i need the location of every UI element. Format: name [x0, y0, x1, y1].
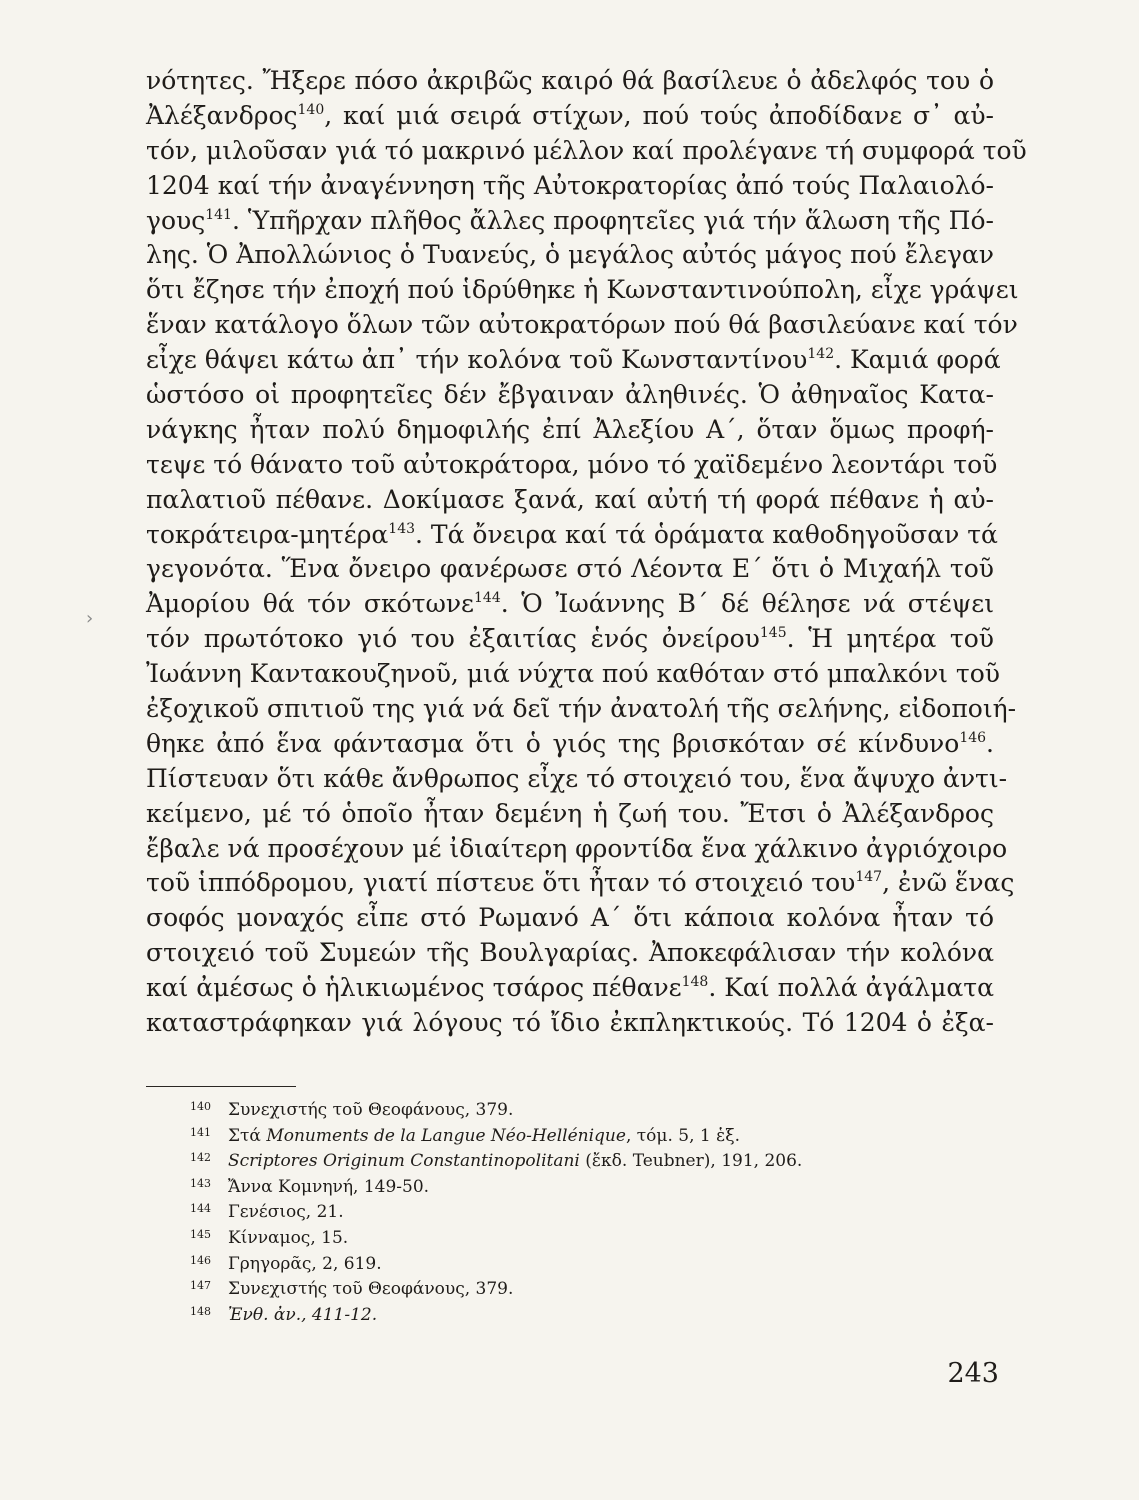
text-line: νότητες. Ἤξερε πόσο ἀκριβῶς καιρό θά βασίλευε ὁ ἀδελφός του ὁ	[146, 66, 994, 95]
footnote-ref[interactable]: 141	[205, 206, 232, 223]
margin-mark: ›	[86, 608, 94, 629]
text-line: καταστράφηκαν γιά λόγους τό ἴδιο ἐκπληκτικούς. Τό 1204 ὁ ἐξα-	[146, 1008, 994, 1038]
text-line: ἐξοχικοῦ σπιτιοῦ της γιά νά δεῖ τήν ἀνατολή τῆς σελήνης, εἰδοποιή-	[146, 694, 1017, 724]
footnote-ref[interactable]: 140	[297, 101, 325, 118]
footnote-ref[interactable]: 148	[681, 974, 709, 991]
footnote-ref[interactable]: 144	[474, 590, 501, 607]
text-line: Ἀμορίου θά τόν σκότωνε$^{144}$. Ὁ Ἰωάννης Β΄ δέ θέλησε νά στέψει	[146, 589, 995, 619]
text-line: κείμενο, μέ τό ὁποῖο ἦταν δεμένη ἡ ζωή του. Ἔτσι ὁ Ἀλέξανδρος	[146, 798, 994, 828]
footnote: 144 Γενέσιος, 21.	[190, 1200, 950, 1226]
footnote-number: 148	[190, 1304, 211, 1318]
footnote: 141 Στά Monuments de la Langue Néo-Hellénique, τόμ. 5, 1 ἑξ.	[190, 1124, 950, 1150]
text-line: τόν πρωτότοκο γιό του ἐξαιτίας ἑνός ὀνείρου$^{145}$. Ἡ μητέρα τοῦ	[146, 624, 995, 654]
footnote-number: 145	[190, 1227, 211, 1241]
footnote: 148 Ἐνθ. ἀν., 411-12.	[190, 1303, 950, 1329]
footnote-number: 147	[190, 1279, 211, 1293]
footnote-number: 143	[190, 1176, 211, 1190]
footnote-number: 141	[190, 1125, 211, 1139]
footnote-ref[interactable]: 146	[959, 729, 987, 746]
text-line: τεψε τό θάνατο τοῦ αὐτοκράτορα, μόνο τό χαϊδεμένο λεοντάρι τοῦ	[146, 449, 998, 479]
footnote-number: 144	[190, 1202, 211, 1216]
text-line: Πίστευαν ὅτι κάθε ἄνθρωπος εἶχε τό στοιχειό του, ἕνα ἄψυχο ἀντι-	[146, 763, 1008, 793]
text-line: τόν, μιλοῦσαν γιά τό μακρινό μέλλον καί προλέγανε τή συμφορά τοῦ	[146, 135, 1027, 165]
footnote-number: 142	[190, 1151, 211, 1165]
footnote-number: 140	[190, 1100, 211, 1113]
text-line: θηκε ἀπό ἕνα φάντασμα ὅτι ὁ γιός της βρισκόταν σέ κίνδυνο$^{146}$.	[146, 728, 994, 758]
footnote: 147 Συνεχιστής τοῦ Θεοφάνους, 379.	[190, 1277, 950, 1303]
text-line: καί ἀμέσως ὁ ἡλικιωμένος τσάρος πέθανε$^{148}$. Καί πολλά ἀγάλματα	[146, 973, 994, 1003]
text-line: Ἀλέξανδρος$^{140}$, καί μιά σειρά στίχων, πού τούς ἀποδίδανε σ᾽ αὐ-	[146, 100, 994, 130]
text-line: τοῦ ἱππόδρομου, γιατί πίστευε ὅτι ἦταν τό στοιχειό του$^{147}$, ἐνῶ ἕνας	[146, 868, 1015, 898]
text-line: Ἰωάννη Καντακουζηνοῦ, μιά νύχτα πού καθόταν στό μπαλκόνι τοῦ	[146, 659, 1001, 689]
text-line: τοκράτειρα-μητέρα$^{143}$. Τά ὄνειρα καί τά ὁράματα καθοδηγοῦσαν τά	[146, 519, 998, 549]
page-number: 243	[947, 1358, 999, 1389]
footnote: 143 Ἄννα Κομνηνή, 149-50.	[190, 1175, 950, 1201]
footnote-divider	[146, 1086, 296, 1087]
footnotes	[190, 1098, 950, 1328]
text-line: εἶχε θάψει κάτω ἀπ᾽ τήν κολόνα τοῦ Κωνσταντίνου$^{142}$. Καμιά φορά	[146, 345, 1001, 375]
body-text	[146, 64, 1027, 1041]
footnote-ref[interactable]: 145	[759, 625, 787, 642]
text-line: λης. Ὁ Ἀπολλώνιος ὁ Τυανεύς, ὁ μεγάλος αὐτός μάγος πού ἔλεγαν	[146, 240, 994, 270]
footnote: 140 Συνεχιστής τοῦ Θεοφάνους, 379.	[190, 1098, 950, 1124]
text-line: σοφός μοναχός εἶπε στό Ρωμανό Α΄ ὅτι κάποια κολόνα ἦταν τό	[146, 903, 994, 933]
text-line: νάγκης ἦταν πολύ δημοφιλής ἐπί Ἀλεξίου Α΄, ὅταν ὅμως προφή-	[146, 414, 994, 444]
footnote: 146 Γρηγορᾶς, 2, 619.	[190, 1252, 950, 1278]
text-line: ὅτι ἔζησε τήν ἐποχή πού ἱδρύθηκε ἡ Κωνσταντινούπολη, εἶχε γράψει	[146, 275, 1019, 305]
text-line: 1204 καί τήν ἀναγέννηση τῆς Αὐτοκρατορίας ἀπό τούς Παλαιολό-	[146, 170, 994, 200]
footnote-ref[interactable]: 142	[807, 346, 835, 363]
footnote-ref[interactable]: 147	[855, 869, 883, 886]
footnote-ref[interactable]: 143	[388, 520, 416, 537]
footnote: 145 Κίνναμος, 15.	[190, 1226, 950, 1252]
text-line: στοιχειό τοῦ Συμεών τῆς Βουλγαρίας. Ἀποκεφάλισαν τήν κολόνα	[146, 938, 994, 968]
text-line: ἕναν κατάλογο ὅλων τῶν αὐτοκρατόρων πού θά βασιλεύανε καί τόν	[146, 310, 1018, 340]
text-line: γους$^{141}$. Ὑπῆρχαν πλῆθος ἄλλες προφητεῖες γιά τήν ἅλωση τῆς Πό-	[146, 205, 994, 235]
footnote: 142 Scriptores Originum Constantinopolitani (ἔκδ. Teubner), 191, 206.	[190, 1149, 950, 1175]
text-line: ὡστόσο οἱ προφητεῖες δέν ἔβγαιναν ἀληθινές. Ὁ ἀθηναῖος Κατα-	[146, 380, 994, 410]
footnote-number: 146	[190, 1253, 211, 1267]
text-line: γεγονότα. Ἕνα ὄνειρο φανέρωσε στό Λέοντα Ε΄ ὅτι ὁ Μιχαήλ τοῦ	[146, 554, 994, 584]
text-line: ἔβαλε νά προσέχουν μέ ἰδιαίτερη φροντίδα ἕνα χάλκινο ἀγριόχοιρο	[146, 833, 1008, 863]
text-line: παλατιοῦ πέθανε. Δοκίμασε ξανά, καί αὐτή τή φορά πέθανε ἡ αὐ-	[146, 484, 994, 514]
